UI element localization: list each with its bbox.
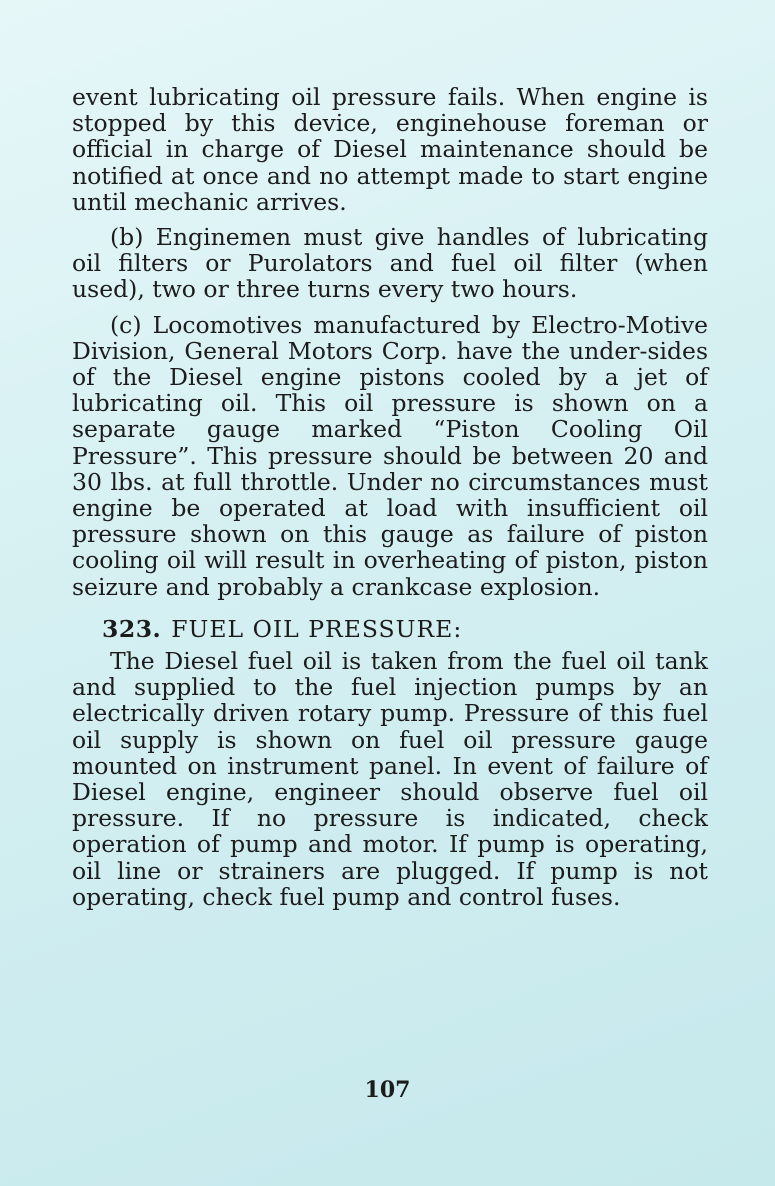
section-heading [102, 616, 708, 642]
paragraph-continued: event lubricating oil pressure fails. When engine is stopped by this device, enginehouse foreman or official in charge of Diesel maintenance should be notified at once and no attempt made to start engine until mechanic arrives. [72, 83, 708, 216]
page-body [72, 84, 708, 910]
paragraph-b: (b) Enginemen must give handles of lubricating oil filters or Purolators and fuel oil filter (when used), two or three turns every two hours. [72, 223, 708, 304]
section-number: 323. [102, 614, 162, 643]
paragraph-c: (c) Locomotives manufactured by Electro-Motive Division, General Motors Corp. have the under-sides of the Diesel engine pistons cooled by a jet of lubricating oil. This oil pressure is shown on a separate gauge marked “Piston Cooling Oil Pressure”. This pressure should be between 20 and 30 lbs. at full throttle. Under no circumstances must engine be operated at load with insufficient oil pressure shown on this gauge as failure of piston cooling oil will result in overheating of piston, piston seizure and probably a crankcase explosion. [72, 310, 708, 601]
page-number: 107 [364, 1077, 411, 1103]
section-title: FUEL OIL PRESSURE: [171, 614, 463, 643]
section-paragraph: The Diesel fuel oil is taken from the fuel oil tank and supplied to the fuel injection pumps by an electrically driven rotary pump. Pressure of this fuel oil supply is shown on fuel oil pressure gauge mounted on instrument panel. In event of failure of Diesel engine, engineer should observe fuel oil pressure. If no pressure is indicated, check operation of pump and motor. If pump is operating, oil line or strainers are plugged. If pump is not operating, check fuel pump and control fuses. [72, 647, 708, 911]
